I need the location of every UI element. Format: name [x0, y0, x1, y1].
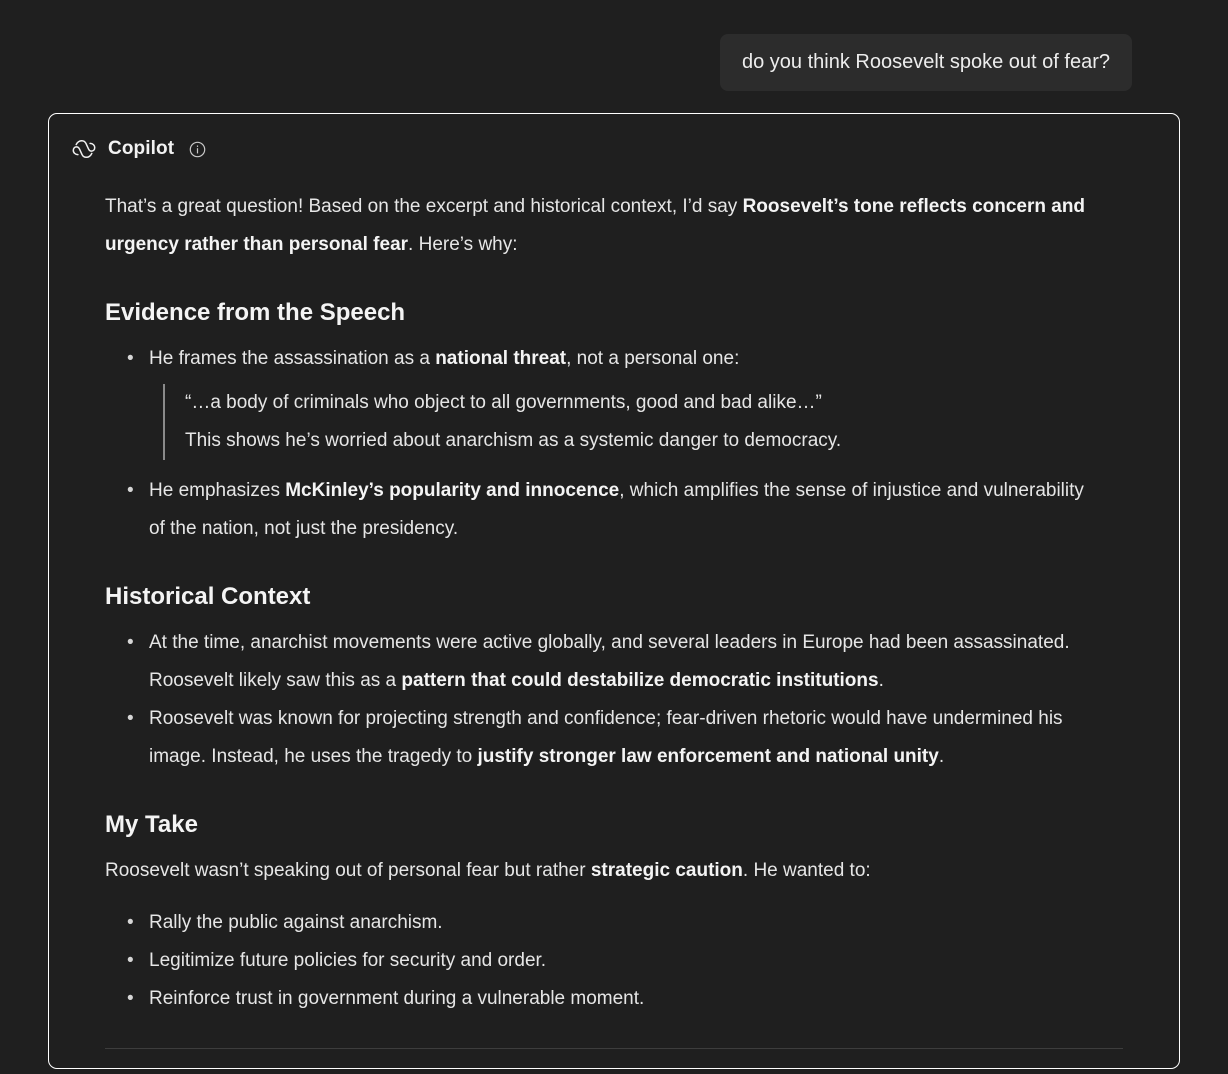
my-take-text-before: Roosevelt wasn’t speaking out of personal fear but rather — [105, 860, 591, 881]
copilot-label: Copilot — [108, 138, 175, 159]
bullet-text-bold: national threat — [435, 348, 567, 369]
list-item — [127, 942, 1099, 980]
my-take-paragraph — [105, 852, 1099, 890]
copilot-response-card — [48, 113, 1180, 1069]
bullet-text: Reinforce trust in government during a vulnerable moment. — [149, 988, 645, 1009]
quote-line: “…a body of criminals who object to all governments, good and bad alike…” — [185, 392, 822, 413]
evidence-bullet-list — [105, 340, 1099, 548]
bullet-text-after: , not a personal one: — [566, 348, 740, 369]
list-item — [127, 472, 1099, 548]
quote-explanation: This shows he’s worried about anarchism as a systemic danger to democracy. — [185, 430, 842, 451]
user-message-row — [0, 0, 1228, 91]
bullet-text-bold: McKinley’s popularity and innocence — [285, 480, 620, 501]
intro-text-after: . Here’s why: — [408, 234, 518, 255]
bullet-text-before: Roosevelt was known for projecting strength and confidence; fear-driven rhetoric would have undermined his image. Instead, he uses the tragedy to — [149, 708, 1063, 767]
copilot-header — [49, 132, 1179, 166]
card-divider — [105, 1048, 1123, 1049]
intro-text-before: That’s a great question! Based on the excerpt and historical context, I’d say — [105, 196, 743, 217]
intro-paragraph — [105, 188, 1099, 264]
section-heading-evidence: Evidence from the Speech — [105, 299, 406, 326]
bullet-text: Rally the public against anarchism. — [149, 912, 443, 933]
bullet-text-bold: pattern that could destabilize democratic institutions — [401, 670, 879, 691]
copilot-logo-icon — [71, 136, 97, 162]
copilot-answer-body — [49, 166, 1179, 1018]
user-message-text: do you think Roosevelt spoke out of fear? — [741, 51, 1110, 73]
bullet-text-after: , which amplifies the sense of injustice and vulnerability of the nation, not just the presidency. — [149, 480, 1084, 539]
info-circle-icon[interactable] — [189, 141, 206, 158]
list-item — [127, 904, 1099, 942]
bullet-text-before: He frames the assassination as a — [149, 348, 436, 369]
bullet-text-before: At the time, anarchist movements were active globally, and several leaders in Europe had been assassinated. Roosevelt likely saw this as a — [149, 632, 1070, 691]
intro-text-bold: Roosevelt’s tone reflects concern and urgency rather than personal fear — [105, 196, 1086, 255]
list-item — [127, 340, 1099, 460]
section-heading-historical-context: Historical Context — [105, 583, 311, 610]
historical-context-bullet-list — [105, 624, 1099, 776]
bullet-text-before: He emphasizes — [149, 480, 286, 501]
bullet-text-after: . — [938, 746, 945, 767]
list-item — [127, 980, 1099, 1018]
my-take-bullet-list — [105, 904, 1099, 1018]
bullet-text-bold: justify stronger law enforcement and national unity — [477, 746, 939, 767]
user-message-bubble — [720, 34, 1132, 91]
section-heading-my-take: My Take — [105, 811, 198, 838]
list-item — [127, 624, 1099, 700]
my-take-text-after: . He wanted to: — [742, 860, 871, 881]
bullet-text-after: . — [878, 670, 884, 691]
my-take-text-bold: strategic caution — [590, 860, 743, 881]
speech-quote-block — [163, 384, 1099, 460]
bullet-text: Legitimize future policies for security and order. — [149, 950, 547, 971]
list-item — [127, 700, 1099, 776]
